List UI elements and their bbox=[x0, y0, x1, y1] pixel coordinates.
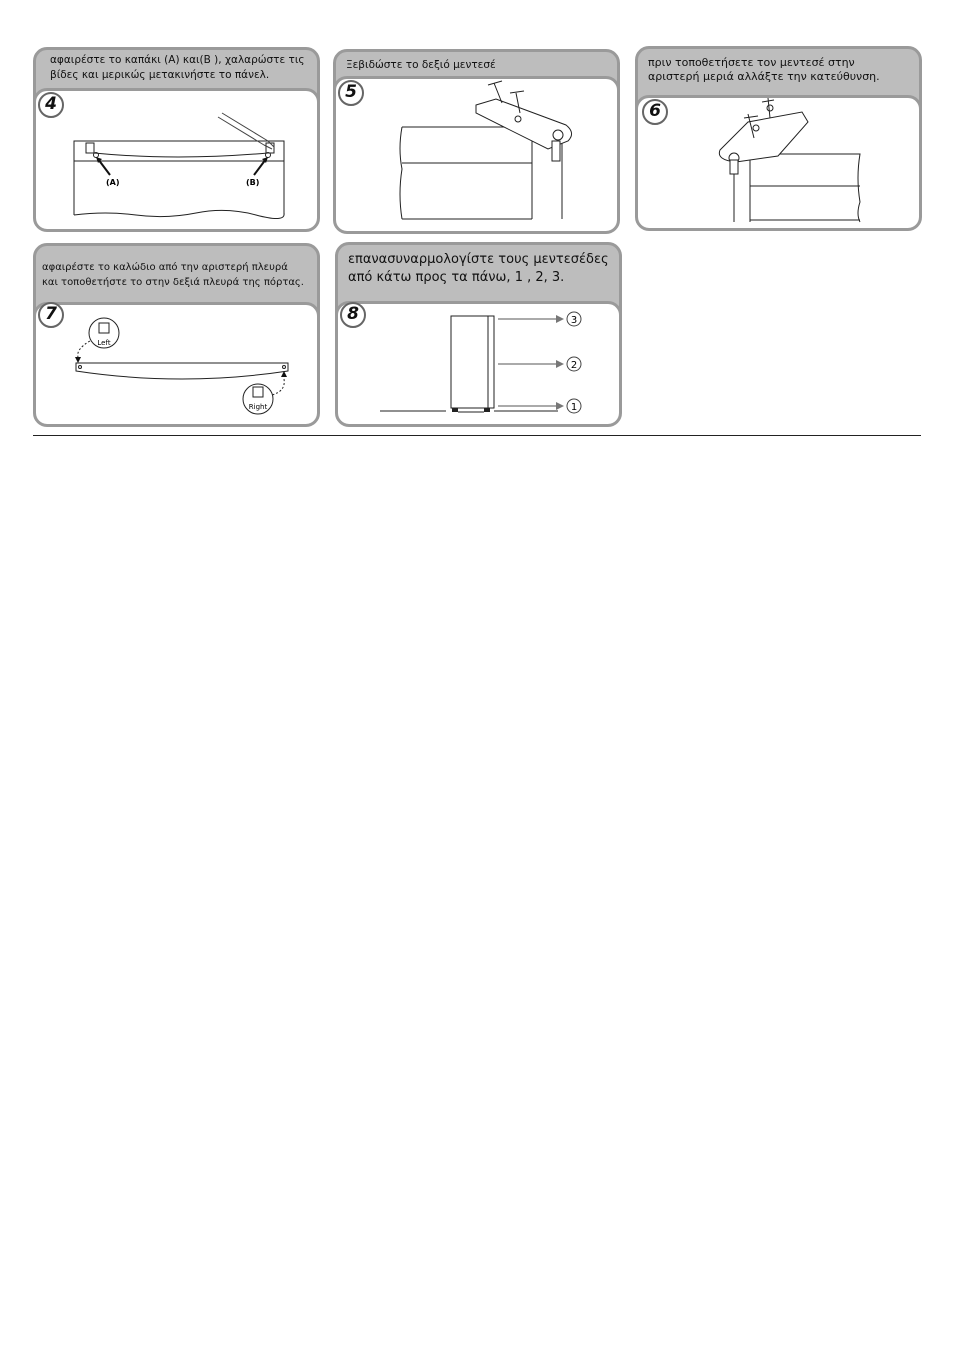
step-8-panel bbox=[335, 242, 622, 427]
step-8-caption-line2: από κάτω προς τα πάνω, 1 , 2, 3. bbox=[348, 270, 565, 285]
step-5-cabinet-top bbox=[402, 127, 532, 219]
step-6-number: 6 bbox=[642, 99, 668, 125]
step-7-caption-line2: και τοποθετήστε το στην δεξιά πλευρά της πόρτας. bbox=[42, 277, 304, 288]
step-4-hinge-left bbox=[86, 143, 94, 153]
step-4-label-b: (B) bbox=[246, 178, 260, 187]
step-5-panel bbox=[333, 49, 620, 234]
step-5-hinge-pin bbox=[552, 141, 560, 161]
step-8-illustration-frame bbox=[335, 301, 622, 427]
step-6-panel bbox=[635, 46, 922, 231]
step-7-label-right: Right bbox=[248, 403, 268, 411]
section-divider bbox=[33, 435, 921, 436]
step-8-marker-2: 2 bbox=[570, 360, 578, 371]
step-4-caption-line2: βίδες και μερικώς μετακινήστε το πάνελ. bbox=[50, 69, 270, 81]
step-8-marker-3: 3 bbox=[570, 315, 578, 326]
step-8-illustration bbox=[338, 304, 619, 424]
step-8-caption bbox=[348, 251, 611, 287]
step-4-caption bbox=[50, 53, 309, 83]
step-4-top-panel bbox=[74, 141, 284, 161]
step-6-hinge-pin bbox=[730, 160, 738, 174]
step-6-caption-line1: πριν τοποθετήσετε τον μεντεσέ στην bbox=[648, 56, 855, 69]
step-6-illustration bbox=[638, 98, 919, 228]
step-6-caption bbox=[648, 56, 911, 84]
step-7-door-edge bbox=[76, 363, 288, 379]
step-7-label-left: Left bbox=[97, 339, 111, 347]
step-4-caption-line1: αφαιρέστε το καπάκι (A) και(B ), χαλαρώστε τις bbox=[50, 54, 305, 66]
step-7-number: 7 bbox=[38, 302, 64, 328]
step-6-caption-line2: αριστερή μεριά αλλάξτε την κατεύθυνση. bbox=[648, 70, 880, 83]
step-6-illustration-frame bbox=[635, 95, 922, 231]
step-5-number: 5 bbox=[338, 80, 364, 106]
step-6-screw-1 bbox=[762, 98, 774, 118]
step-8-caption-line1: επανασυναρμολογίστε τους μεντεσέδες bbox=[348, 252, 609, 267]
step-4-illustration bbox=[36, 91, 317, 229]
step-7-illustration-frame bbox=[33, 302, 320, 427]
step-4-panel bbox=[33, 47, 320, 232]
step-6-cabinet-top bbox=[750, 154, 860, 222]
step-8-number: 8 bbox=[340, 302, 366, 328]
step-7-caption bbox=[42, 260, 309, 290]
step-7-caption-line1: αφαιρέστε το καλώδιο από την αριστερή πλευρά bbox=[42, 262, 288, 273]
step-5-illustration-frame bbox=[333, 76, 620, 234]
step-8-fridge bbox=[451, 316, 491, 408]
step-5-caption bbox=[346, 58, 609, 73]
step-7-panel bbox=[33, 243, 320, 427]
step-4-label-a: (A) bbox=[106, 178, 120, 187]
step-8-marker-1: 1 bbox=[570, 402, 578, 413]
step-4-panel-bottom-edge bbox=[74, 210, 284, 218]
step-4-illustration-frame bbox=[33, 88, 320, 232]
step-5-illustration bbox=[336, 79, 617, 231]
step-5-caption-line1: Ξεβιδώστε το δεξιό μεντεσέ bbox=[346, 59, 496, 71]
step-4-number: 4 bbox=[38, 92, 64, 118]
step-7-illustration bbox=[36, 305, 317, 424]
